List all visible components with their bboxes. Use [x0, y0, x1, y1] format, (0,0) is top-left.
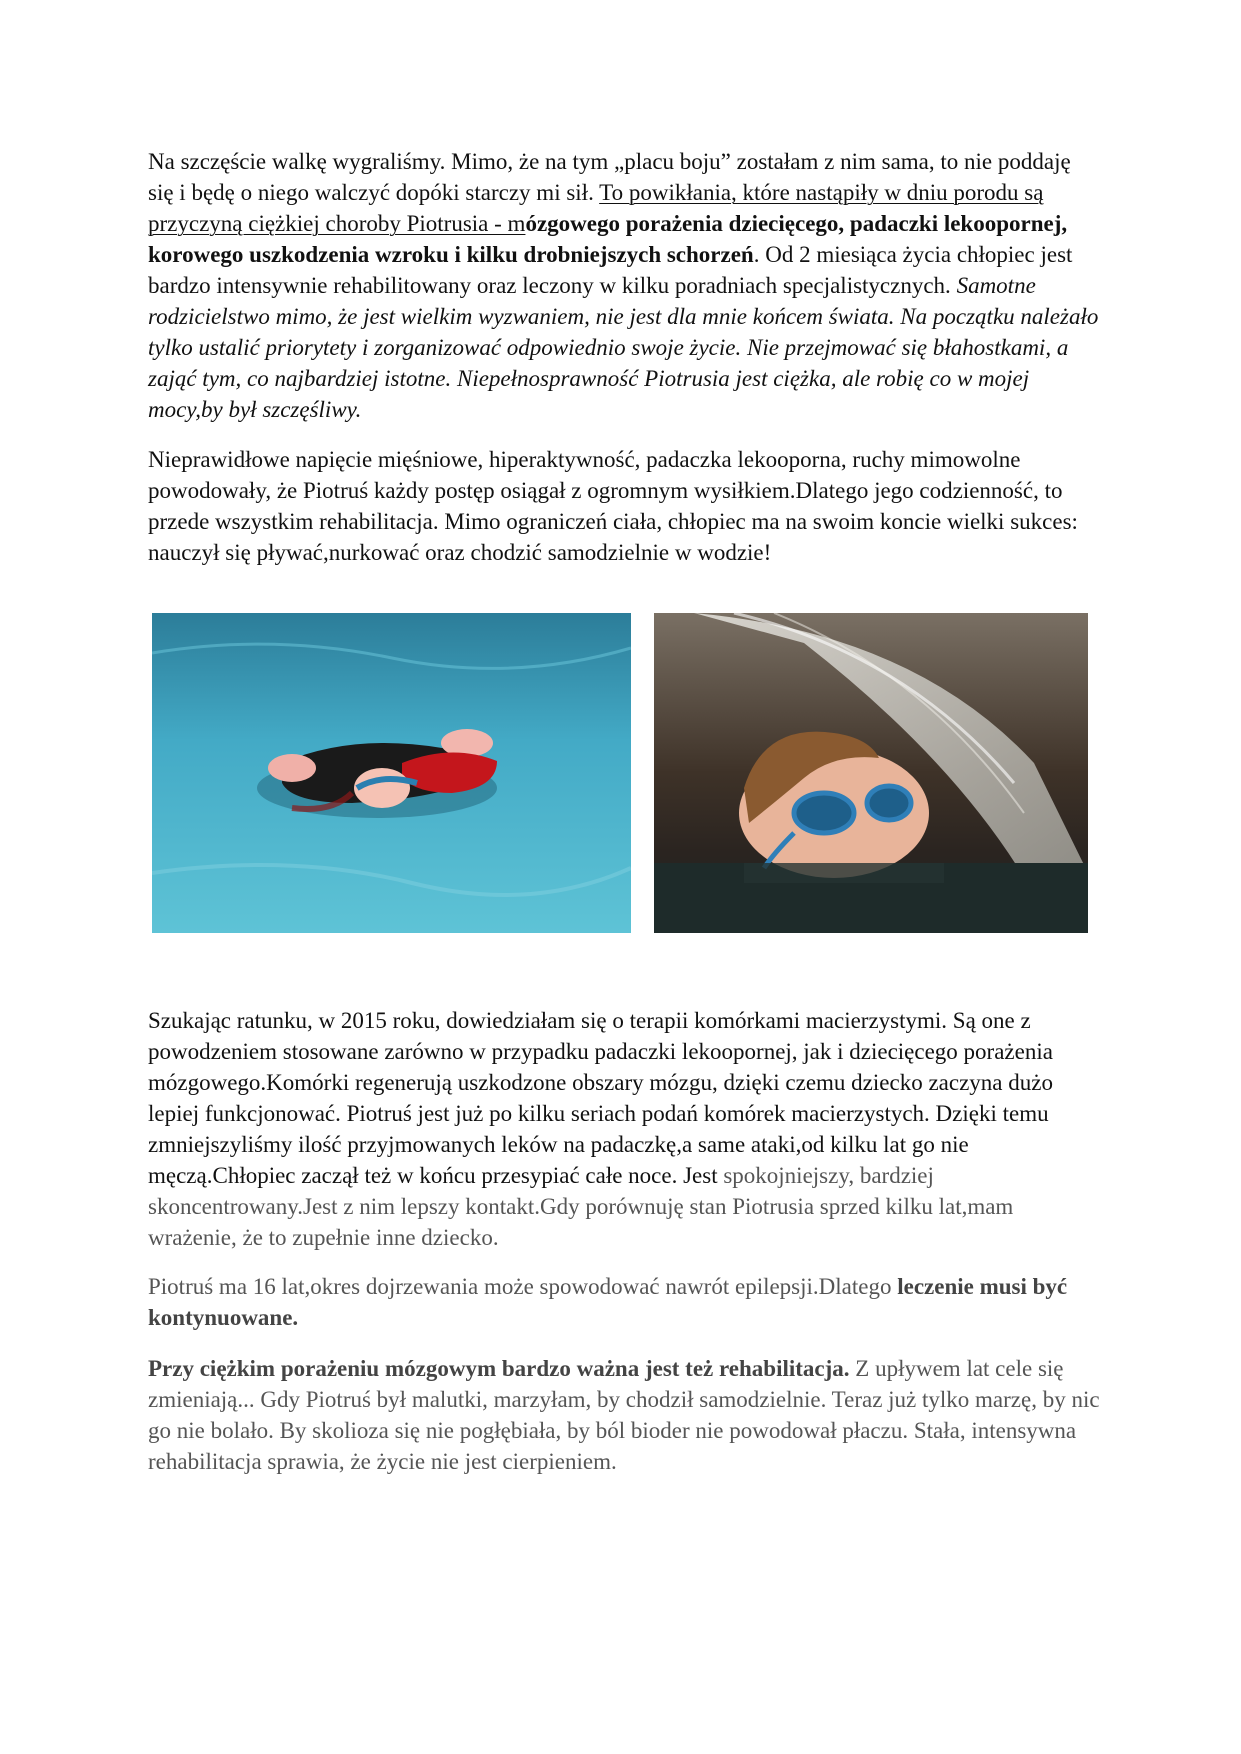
- waterfall-photo: [654, 613, 1088, 933]
- continuation-bold-text: leczenie musi być kontynuowane.: [148, 1274, 1068, 1330]
- rehabilitation-bold-text: Przy ciężkim porażeniu mózgowym bardzo ważna jest też rehabilitacja.: [148, 1356, 850, 1381]
- goals-text: Z upływem lat cele się zmieniają... Gdy Piotruś był malutki, marzyłam, by chodził samodzielnie. Teraz już tylko marzę, by nic go nie bolało. By skolioza się nie pogłębiała, by ból bioder nie powodował płaczu. Stała, intensywna rehabilitacja sprawia, że życie nie jest cierpieniem.: [148, 1356, 1100, 1474]
- stem-cells-result-text: spokojniejszy, bardziej skoncentrowany.Jest z nim lepszy kontakt.Gdy porównuję stan Piotrusia sprzed kilku lat,mam wrażenie, że to zupełnie inne dziecko.: [148, 1163, 1014, 1250]
- paragraph-rehabilitation-importance: [148, 1353, 1100, 1477]
- diagnosis-bold-text: ózgowego porażenia dziecięcego, padaczki lekoopornej, korowego uszkodzenia wzroku i kilku drobniejszych schorzeń: [148, 211, 1068, 267]
- intro-sentence: Na szczęście walkę wygraliśmy. Mimo, że na tym „placu boju” zostałam z nim sama, to nie poddaję się i będę o niego walczyć dopóki starczy mi sił.: [148, 149, 1071, 205]
- treatment-text: . Od 2 miesiąca życia chłopiec jest bardzo intensywnie rehabilitowany oraz leczony w kilku poradniach specjalistycznych.: [148, 242, 1073, 298]
- complications-underlined-text: To powikłania, które nastąpiły w dniu porodu są przyczyną ciężkiej choroby Piotrusia - m: [148, 180, 1044, 236]
- paragraph-treatment-continuation: [148, 1271, 1100, 1333]
- swimming-photo: [152, 613, 631, 933]
- paragraph-intro: [148, 146, 1100, 425]
- paragraph-stem-cells: [148, 1005, 1100, 1253]
- stem-cells-text: Szukając ratunku, w 2015 roku, dowiedziałam się o terapii komórkami macierzystymi. Są one z powodzeniem stosowane zarówno w przypadku padaczki lekoopornej, jak i dziecięcego porażenia mózgowego.Komórki regenerują uszkodzone obszary mózgu, dzięki czemu dziecko zaczyna dużo lepiej funkcjonować. Piotruś jest już po kilku seriach podań komórek macierzystych. Dzięki temu zmniejszyliśmy ilość przyjmowanych leków na padaczkę,a same ataki,od kilku lat go nie męczą.Chłopiec zaczął też w końcu przesypiać całe noce. Jest: [148, 1008, 1053, 1188]
- paragraph-rehabilitation: Nieprawidłowe napięcie mięśniowe, hiperaktywność, padaczka lekooporna, ruchy mimowolne powodowały, że Piotruś każdy postęp osiągał z ogromnym wysiłkiem.Dlatego jego codzienność, to przede wszystkim rehabilitacja. Mimo ograniczeń ciała, chłopiec ma na swoim koncie wielki sukces: nauczył się pływać,nurkować oraz chodzić samodzielnie w wodzie!: [148, 447, 1078, 565]
- single-parent-italic-text: Samotne rodzicielstwo mimo, że jest wielkim wyzwaniem, nie jest dla mnie końcem świata. Na początku należało tylko ustalić priorytety i zorganizować odpowiednio swoje życie. Nie przejmować się błahostkami, a zająć tym, co najbardziej istotne. Niepełnosprawność Piotrusia jest ciężka, ale robię co w mojej mocy,by był szczęśliwy.: [148, 273, 1099, 422]
- age-text: Piotruś ma 16 lat,okres dojrzewania może spowodować nawrót epilepsji.Dlatego: [148, 1274, 898, 1299]
